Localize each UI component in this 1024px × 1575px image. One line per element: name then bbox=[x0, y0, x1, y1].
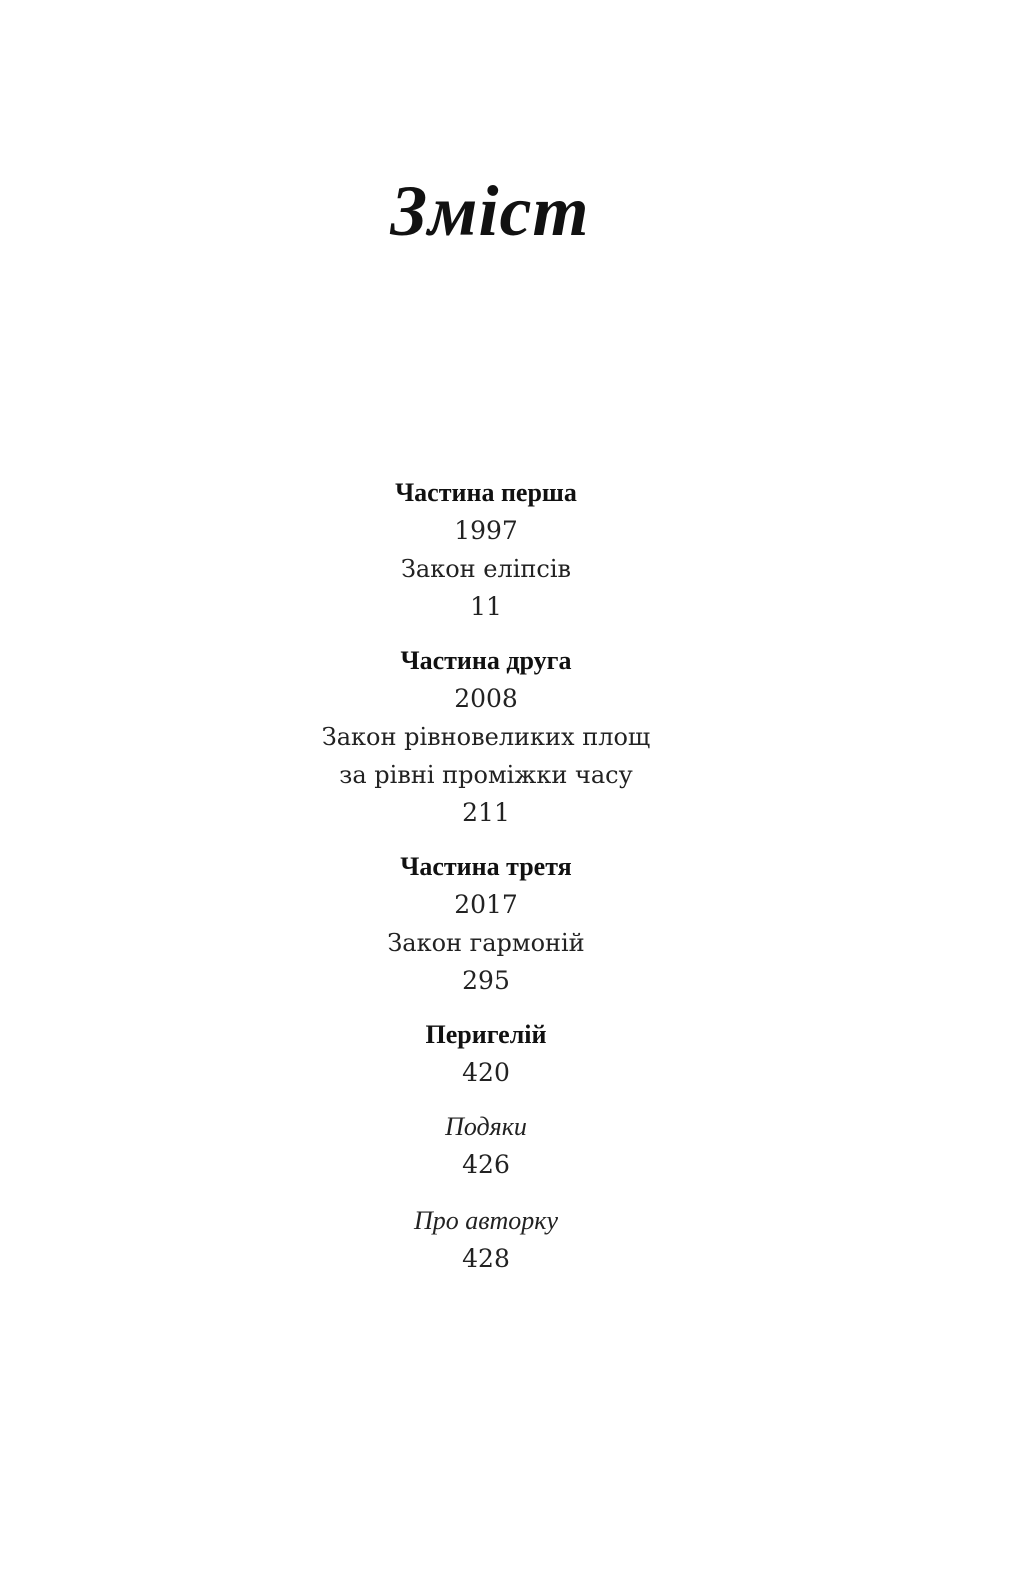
part-heading: Частина перша bbox=[395, 478, 577, 507]
page-number: 211 bbox=[462, 798, 510, 827]
part-subtitle: Закон гармоній bbox=[387, 929, 585, 957]
toc-part-one bbox=[0, 474, 972, 626]
page-number: 11 bbox=[470, 592, 502, 621]
part-year: 2017 bbox=[454, 890, 518, 919]
part-heading: Частина третя bbox=[400, 852, 572, 881]
part-subtitle: Закон рівновеликих площ bbox=[321, 723, 651, 751]
part-year: 2008 bbox=[454, 684, 518, 713]
section-heading: Про авторку bbox=[413, 1206, 559, 1235]
page-number: 428 bbox=[462, 1244, 510, 1273]
toc-part-three bbox=[0, 848, 972, 1000]
table-of-contents bbox=[0, 474, 972, 1294]
page-number: 426 bbox=[462, 1150, 510, 1179]
part-subtitle: Закон еліпсів bbox=[400, 555, 572, 583]
part-heading: Частина друга bbox=[400, 646, 572, 675]
section-heading: Перигелій bbox=[425, 1020, 547, 1049]
page-number: 295 bbox=[462, 966, 510, 995]
page-title: Зміст bbox=[390, 171, 590, 251]
section-heading: Подяки bbox=[445, 1112, 527, 1141]
toc-about-author bbox=[0, 1202, 972, 1278]
part-year: 1997 bbox=[454, 516, 518, 545]
toc-acknowledgements bbox=[0, 1108, 972, 1184]
toc-perihelion bbox=[0, 1016, 972, 1092]
toc-part-two bbox=[0, 642, 972, 832]
part-subtitle: за рівні проміжки часу bbox=[339, 761, 633, 789]
page-number: 420 bbox=[462, 1058, 510, 1087]
